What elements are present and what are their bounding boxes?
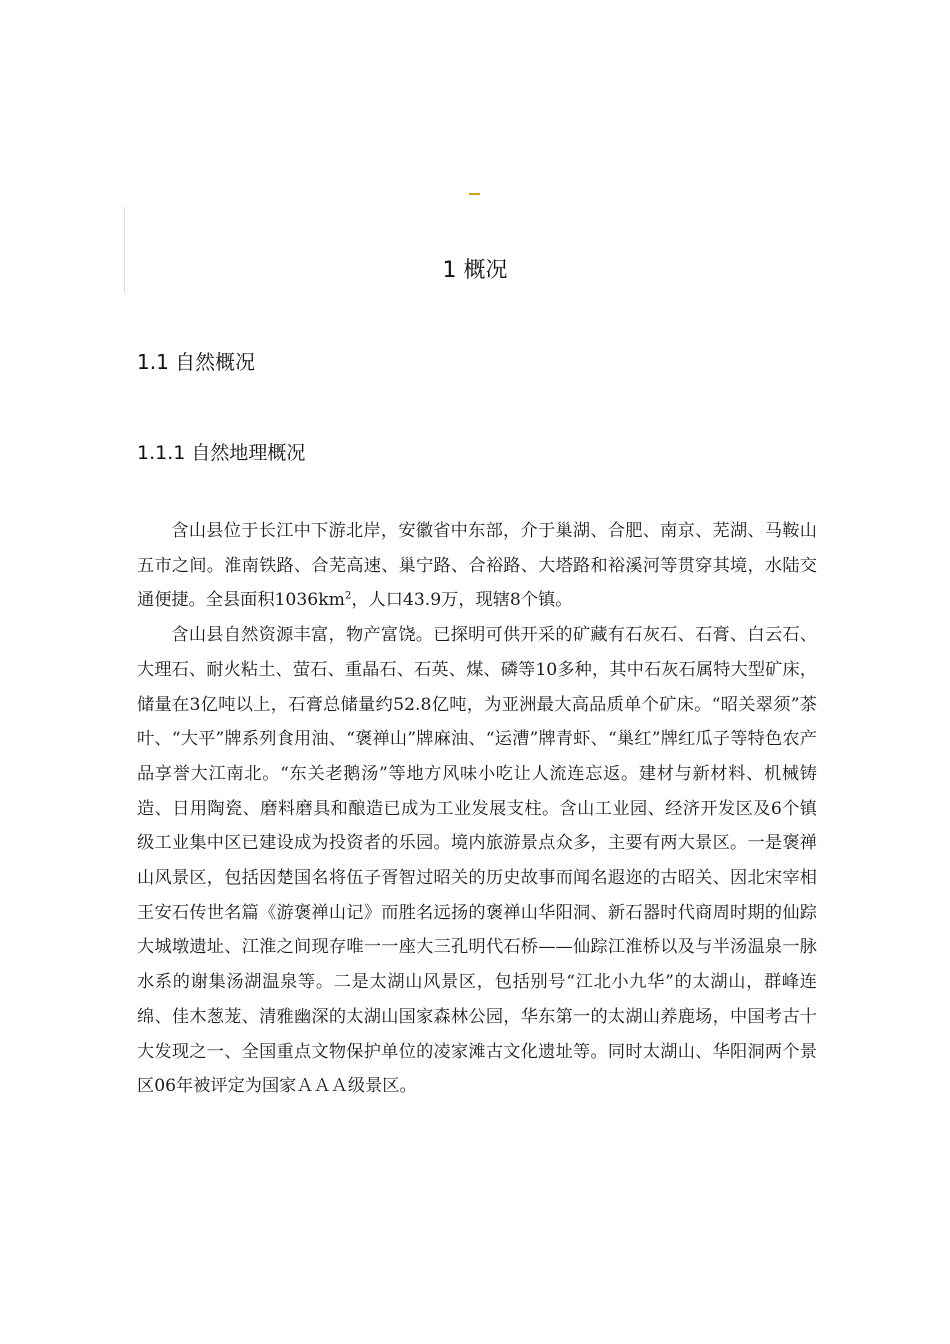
paragraph-location [137, 514, 817, 618]
section-title: 1.1 自然概况 [137, 350, 256, 374]
page-top-marker [469, 193, 480, 195]
paragraph-resources: 含山县自然资源丰富，物产富饶。已探明可供开采的矿藏有石灰石、石膏、白云石、大理石、耐火粘土、萤石、重晶石、石英、煤、磷等10多种，其中石灰石属特大型矿床，储量在3亿吨以上，石膏总储量约52.8亿吨，为亚洲最大高品质单个矿床。“昭关翠须”茶叶、“大平”牌系列食用油、“褒禅山”牌麻油、“运漕”牌青虾、“巢红”牌红瓜子等特色农产品享誉大江南北。“东关老鹅汤”等地方风味小吃让人流连忘返。建材与新材料、机械铸造、日用陶瓷、磨料磨具和酿造已成为工业发展支柱。含山工业园、经济开发区及6个镇级工业集中区已建设成为投资者的乐园。境内旅游景点众多，主要有两大景区。一是褒禅山风景区，包括因楚国名将伍子胥智过昭关的历史故事而闻名遐迩的古昭关、因北宋宰相王安石传世名篇《游褒禅山记》而胜名远扬的褒禅山华阳洞、新石器时代商周时期的仙踪大城墩遗址、江淮之间现存唯一一座大三孔明代石桥——仙踪江淮桥以及与半汤温泉一脉水系的谢集汤湖温泉等。二是太湖山风景区，包括别号“江北小九华”的太湖山，群峰连绵、佳木葱茏、清雅幽深的太湖山国家森林公园，华东第一的太湖山养鹿场，中国考古十大发现之一、全国重点文物保护单位的凌家滩古文化遗址等。同时太湖山、华阳洞两个景区06年被评定为国家ＡＡＡ级景区。 [137, 625, 817, 1097]
paragraph-location-text-end: ，人口43.9万，现辖8个镇。 [351, 590, 573, 611]
area-unit-superscript: 2 [344, 590, 352, 602]
subsection-title: 1.1.1 自然地理概况 [137, 442, 306, 464]
body-text [137, 514, 817, 1104]
chapter-title: 1 概况 [442, 258, 508, 283]
paragraph-location-text: 含山县位于长江中下游北岸，安徽省中东部，介于巢湖、合肥、南京、芜湖、马鞍山五市之间。淮南铁路、合芜高速、巢宁路、合裕路、大塔路和裕溪河等贯穿其境，水陆交通便捷。全县面积1036km [137, 521, 817, 611]
